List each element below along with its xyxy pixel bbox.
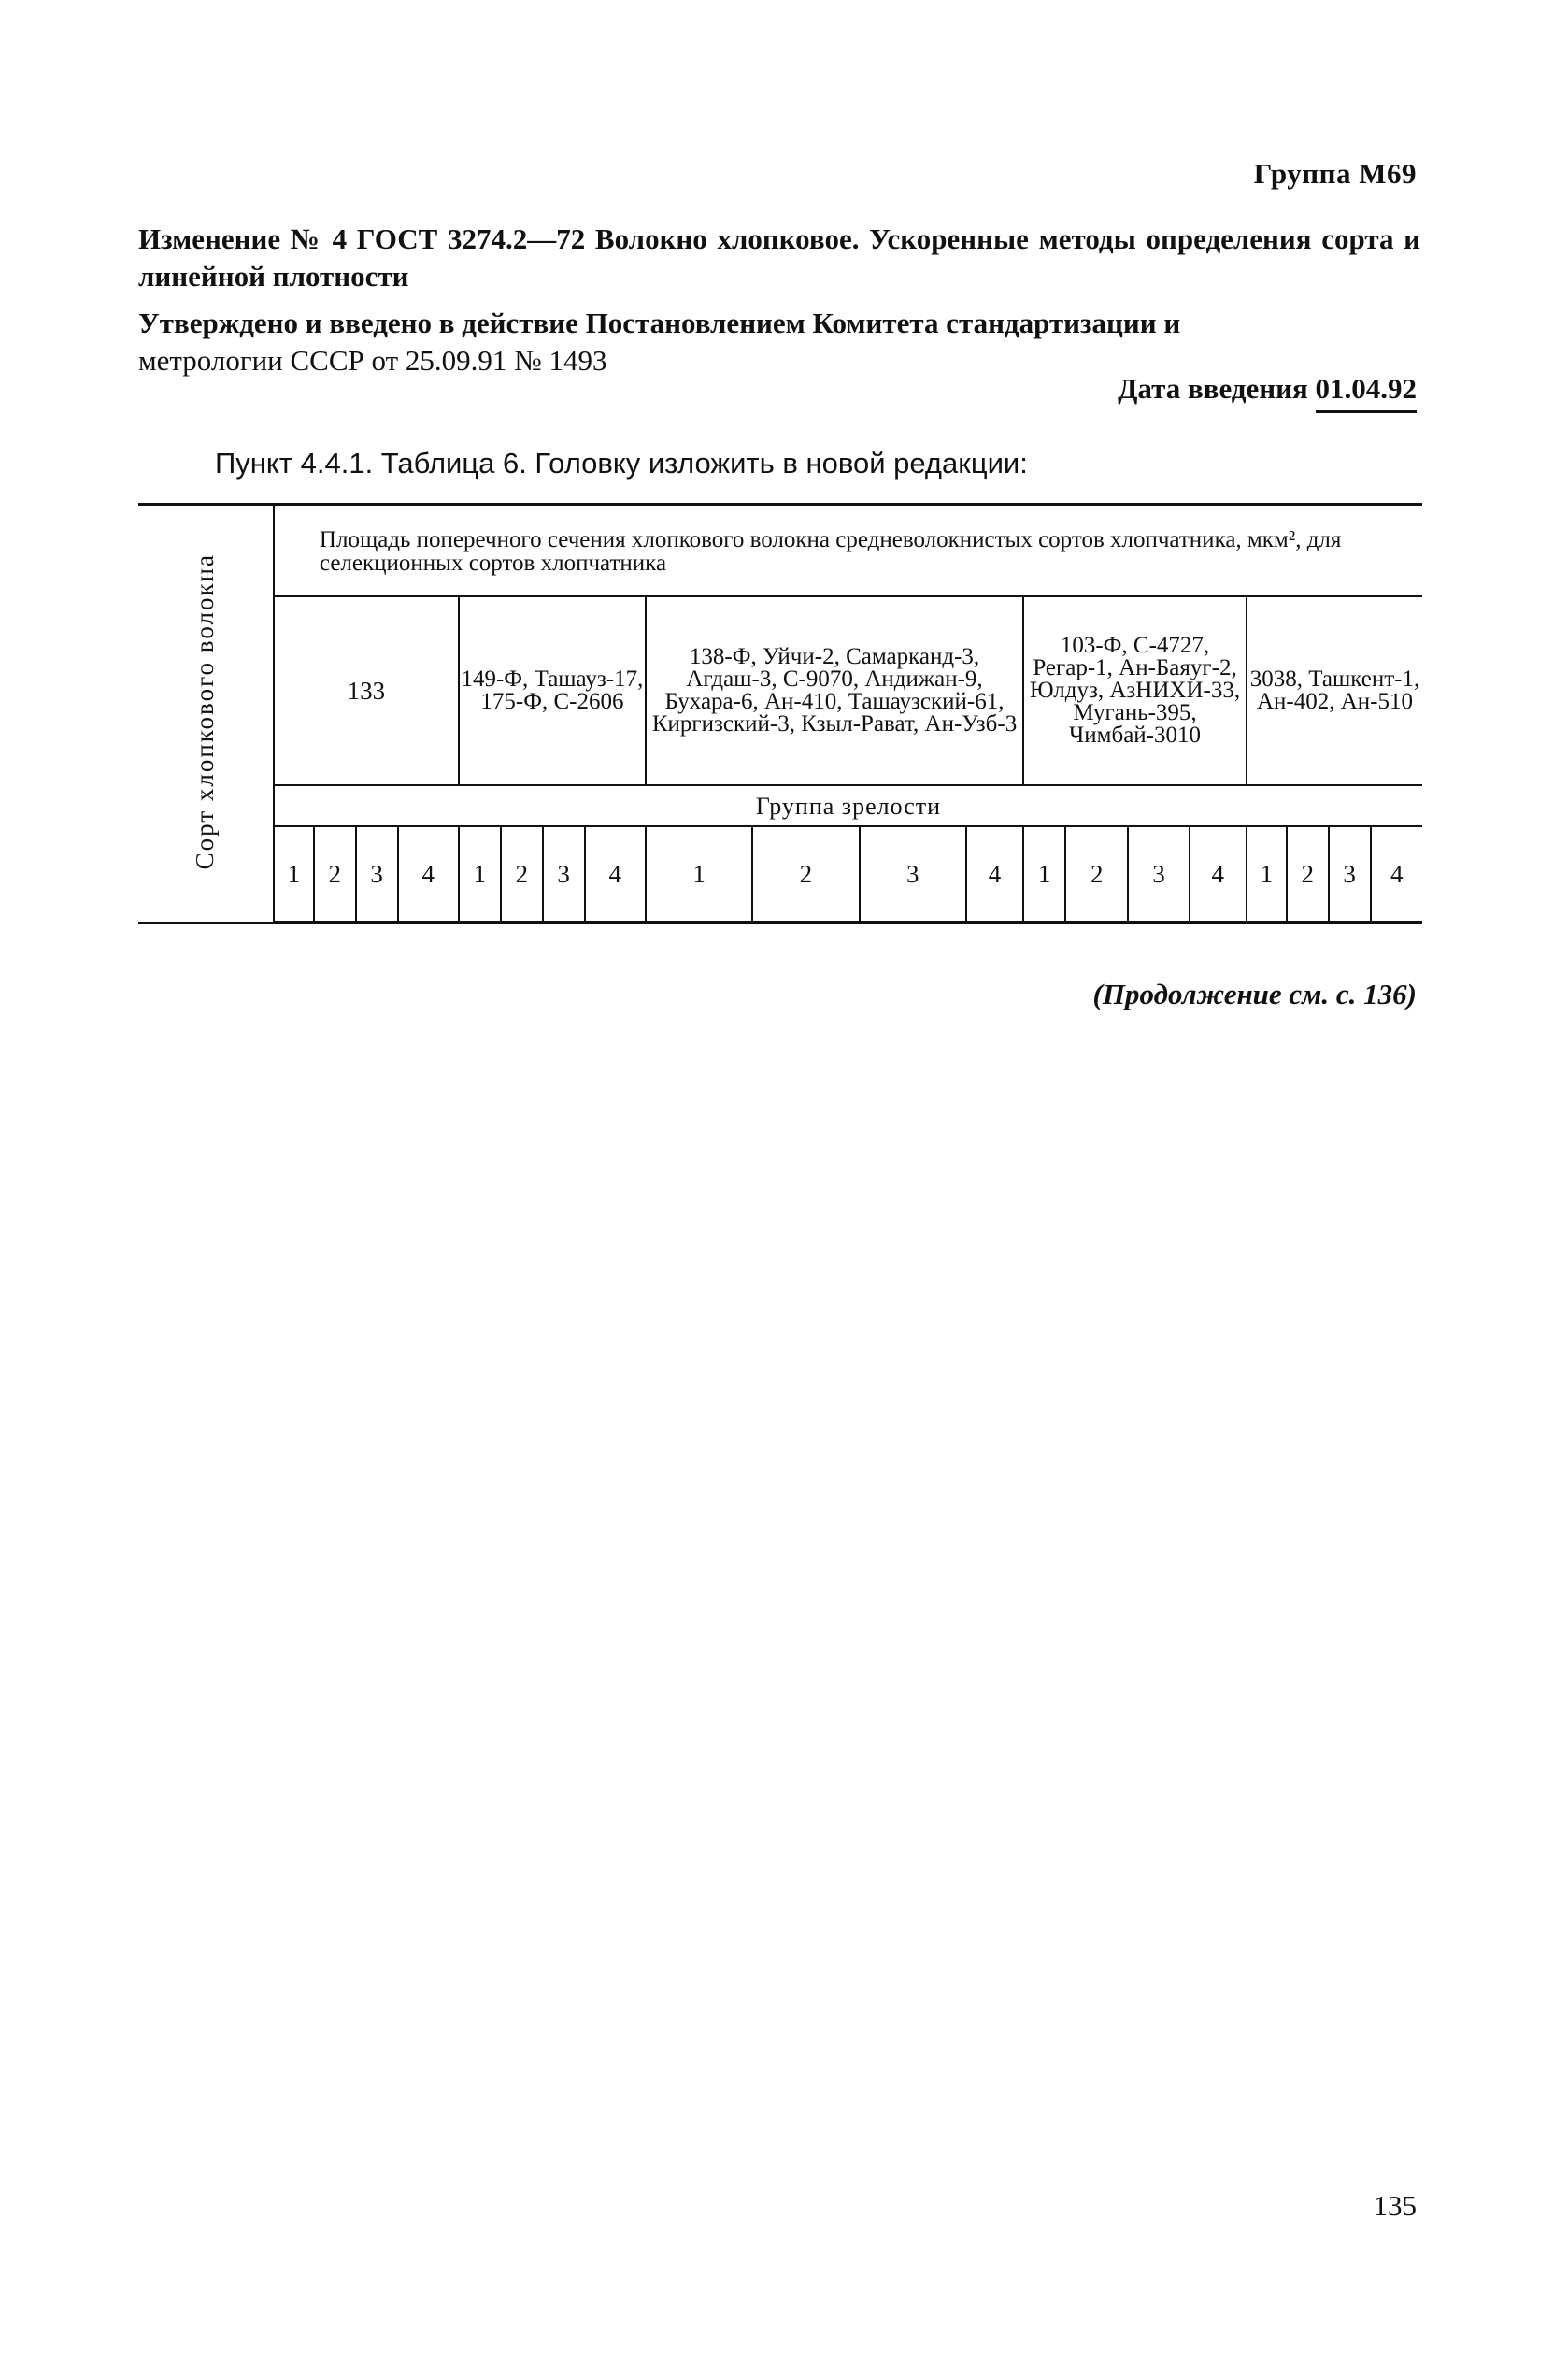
variety-group-4: 103-Ф, С-4727, Регар-1, Ан-Баяуг-2, Юлдуз, АзНИХИ-33, Мугань-395, Чимбай-3010: [1023, 596, 1247, 785]
approval-rest: метрологии СССР от 25.09.91 № 1493: [138, 344, 607, 377]
maturity-number: 1: [646, 826, 752, 923]
maturity-number: 2: [752, 826, 859, 923]
area-header-lead: Площадь: [319, 527, 411, 552]
page-number: 135: [1373, 2189, 1417, 2222]
maturity-number: 3: [1329, 826, 1371, 923]
maturity-number: 1: [1247, 826, 1287, 923]
sort-header-cell: [138, 505, 274, 923]
maturity-number: 3: [860, 826, 966, 923]
variety-group-5: 3038, Ташкент-1, Ан-402, Ан-510: [1247, 596, 1422, 785]
sort-header: Сорт хлопкового волокна: [191, 552, 220, 869]
table-6-header: [138, 503, 1422, 924]
maturity-number: 4: [398, 826, 459, 923]
maturity-number: 4: [966, 826, 1023, 923]
maturity-number: 3: [1128, 826, 1189, 923]
maturity-number: 2: [314, 826, 356, 923]
approval-statement: [138, 305, 1420, 380]
effective-date: [1118, 372, 1417, 406]
maturity-number: 3: [543, 826, 585, 923]
maturity-number: 2: [1287, 826, 1329, 923]
point-text: Пункт 4.4.1. Таблица 6. Головку изложить в новой редакции:: [215, 447, 1028, 480]
maturity-number: 1: [274, 826, 314, 923]
maturity-number: 4: [585, 826, 646, 923]
maturity-number: 4: [1371, 826, 1422, 923]
document-title: Изменение № 4 ГОСТ 3274.2—72 Волокно хлопковое. Ускоренные методы определения сорта и линейной плотности: [138, 222, 1420, 293]
variety-group-1: 133: [274, 596, 459, 785]
maturity-number: 4: [1190, 826, 1247, 923]
approval-prefix: Утверждено и введено в действие Постановлением Комитета стандартизации и: [138, 307, 1181, 339]
variety-group-3: 138-Ф, Уйчи-2, Самарканд-3, Агдаш-3, С-9070, Андижан-9, Бухара-6, Ан-410, Ташаузский-61, Киргизский-3, Кзыл-Рават, Ан-Узб-3: [646, 596, 1023, 785]
group-code: Группа М69: [1253, 157, 1417, 190]
maturity-number: 1: [459, 826, 501, 923]
date-label: Дата введения: [1118, 372, 1308, 405]
maturity-number: 3: [356, 826, 398, 923]
area-header-cell: [274, 505, 1422, 597]
variety-group-2: 149-Ф, Ташауз-17, 175-Ф, С-2606: [459, 596, 646, 785]
maturity-number: 1: [1023, 826, 1065, 923]
maturity-header: Группа зрелости: [274, 785, 1422, 826]
continuation-note: (Продолжение см. с. 136): [1092, 978, 1417, 1010]
area-header-text: поперечного сечения хлопкового волокна средневолокнистых сортов хлопчатника, мкм², для селекционных сортов хлопчатника: [319, 527, 1342, 576]
date-value: 01.04.92: [1316, 372, 1418, 413]
maturity-number: 2: [1065, 826, 1128, 923]
maturity-number: 2: [501, 826, 543, 923]
